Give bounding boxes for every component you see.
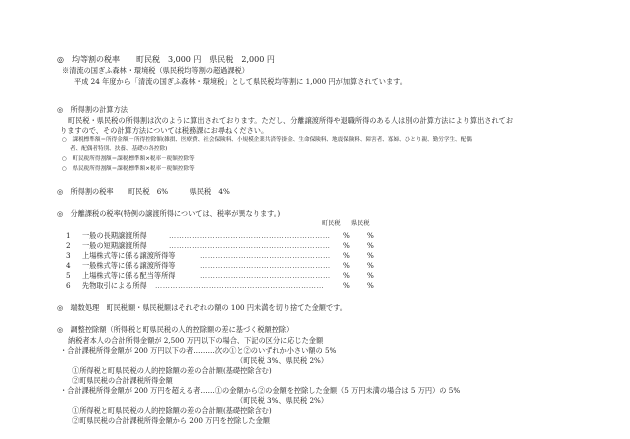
income-calc-para-1: 町民税・県民税の所得割は次のように算出されております。ただし、分離譲渡所得や退職所得のある人は別の計算方法により算出されてお <box>68 116 514 125</box>
income-calc-heading: ◎ 所得割の計算方法 <box>57 105 128 114</box>
row-number: 5 <box>66 271 71 280</box>
town-rate-cell: % <box>343 251 350 260</box>
formula-taxable-base: ○ 課税標準額＝所得金額－所得控除額(雑損、医療費、社会保険料、小規模企業共済等掛金、生命保険料、地震保険料、障害者、寡婦、ひとり親、勤労学生、配偶 <box>62 137 472 143</box>
row-label: 上場株式等に係る譲渡所得等 <box>82 251 176 260</box>
adjustment-rate-note-1: （町民税 3%、県民税 2%） <box>236 356 329 365</box>
row-number: 4 <box>66 261 71 270</box>
adjustment-item-1a: ①所得税と町県民税の人的控除額の差の合計額(基礎控除含む) <box>72 366 272 375</box>
leader-dots: …………………………………………… <box>200 271 331 280</box>
row-number: 2 <box>66 241 71 250</box>
rounding-note: ◎ 端数処理 町民税額・県民税額はそれぞれの額の 100 円未満を切り捨てた金額です。 <box>57 303 347 312</box>
adjustment-item-2a: ①所得税と町県民税の人的控除額の差の合計額(基礎控除含む) <box>72 406 272 415</box>
column-header-town-tax: 町民税 <box>322 220 341 227</box>
row-label: 上場株式等に係る配当等所得 <box>82 271 176 280</box>
row-number: 3 <box>66 251 71 260</box>
pref-rate-cell: % <box>367 251 374 260</box>
row-label: 一般の長期譲渡所得 <box>82 231 147 240</box>
income-calc-para-2: りますので、その計算方法については税務課にお尋ねください。 <box>60 126 269 135</box>
row-number: 1 <box>66 231 71 240</box>
town-rate-cell: % <box>343 231 350 240</box>
pref-rate-cell: % <box>367 231 374 240</box>
separate-tax-heading: ◎ 分離課税の税率(特例の譲渡所得については、税率が異なります。) <box>57 209 281 218</box>
adjustment-item-1b: ②町県民税の合計課税所得金額 <box>72 376 173 385</box>
formula-pref-tax: ○ 県民税所得割額＝課税標準額×税率－税額控除等 <box>62 166 195 172</box>
row-number: 6 <box>66 281 71 290</box>
adjustment-rate-note-2: （町民税 3%、県民税 2%） <box>236 396 329 405</box>
pref-rate-cell: % <box>367 281 374 290</box>
leader-dots: ……………………………………………………… <box>169 231 331 240</box>
equal-rate-heading: ◎ 均等割の税率 町民税 3,000 円 県民税 2,000 円 <box>57 55 275 64</box>
forest-tax-note: ※清流の国ぎふ森林・環境税（県民税均等割の超過課税） <box>62 66 249 75</box>
column-header-pref-tax: 県民税 <box>351 220 370 227</box>
leader-dots: …………………………………………… <box>200 261 331 270</box>
row-label: 先物取引による所得 <box>82 281 147 290</box>
leader-dots: …………………………………………… <box>200 251 331 260</box>
pref-rate-cell: % <box>367 271 374 280</box>
forest-tax-detail: 平成 24 年度から「清流の国ぎふ森林・環境税」として県民税均等割に 1,000 円が加算されています。 <box>74 77 407 86</box>
town-rate-cell: % <box>343 271 350 280</box>
adjustment-case-under-200: ・合計課税所得金額が 200 万円以下の者………次の①と②のいずれか小さい額の 5% <box>60 346 337 355</box>
formula-taxable-base-cont: 者、配偶者特別、扶養、基礎の各控除) <box>70 146 168 152</box>
adjustment-item-2b: ②町県民税の合計課税所得金額から 200 万円を控除した金額 <box>72 416 270 425</box>
pref-rate-cell: % <box>367 261 374 270</box>
town-rate-cell: % <box>343 261 350 270</box>
leader-dots: ………………………………………………………… <box>155 281 325 290</box>
formula-town-tax: ○ 町民税所得割額＝課税標準額×税率－税額控除等 <box>62 156 195 162</box>
adjustment-deduction-heading: ◎ 調整控除額（所得税と町県民税の人的控除額の差に基づく税額控除） <box>57 325 294 334</box>
town-rate-cell: % <box>343 241 350 250</box>
adjustment-line-1: 納税者本人の合計所得金額が 2,500 万円以下の場合、下記の区分に応じた金額 <box>68 336 324 345</box>
pref-rate-cell: % <box>367 241 374 250</box>
adjustment-case-over-200: ・合計課税所得金額が 200 万円を超える者……①の金額から②の金額を控除した金額（5 万円未満の場合は 5 万円）の 5% <box>60 386 461 395</box>
income-rate-heading: ◎ 所得割の税率 町民税 6% 県民税 4% <box>57 187 230 196</box>
row-label: 一般の短期譲渡所得 <box>82 241 147 250</box>
row-label: 一般株式等に係る譲渡所得等 <box>82 261 176 270</box>
leader-dots: ……………………………………………………… <box>169 241 331 250</box>
town-rate-cell: % <box>343 281 350 290</box>
